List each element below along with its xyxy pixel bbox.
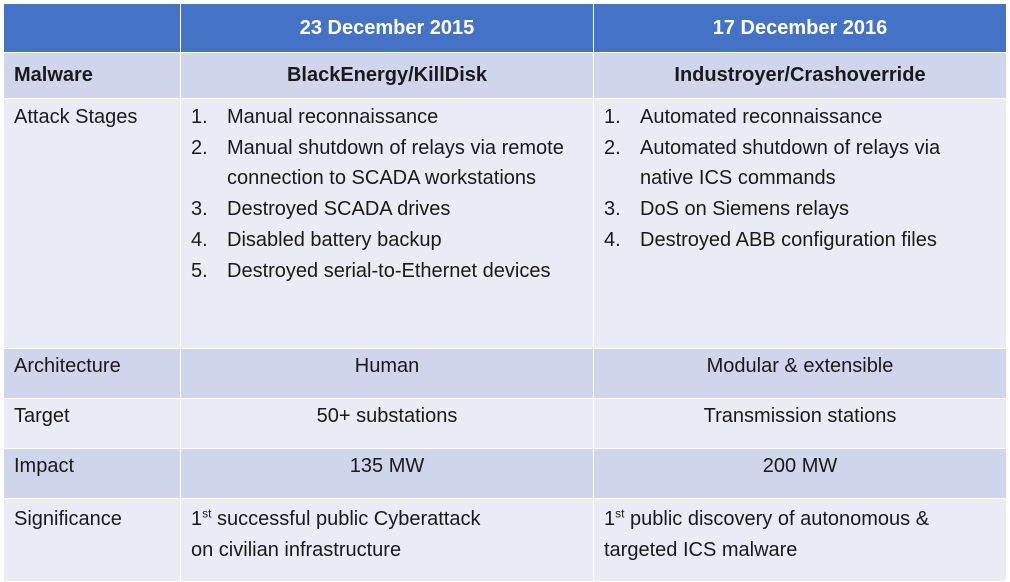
attack-stage-text: Destroyed serial-to-Ethernet devices [227,259,551,282]
attack-stages-2016 [594,99,1007,349]
impact-2015: 135 MW [181,449,594,499]
attack-stage-item [604,133,996,194]
architecture-2016: Modular & extensible [594,349,1007,399]
target-2015: 50+ substations [181,399,594,449]
attack-stage-text: Destroyed ABB configuration files [640,228,937,251]
architecture-2015: Human [181,349,594,399]
attack-stage-item [604,194,996,225]
attack-stage-number: 3. [604,198,621,221]
row-malware [4,53,1007,99]
attack-stage-number: 3. [191,198,208,221]
significance-2016 [594,499,1007,582]
comparison-table [3,3,1007,582]
attack-stage-text: Disabled battery backup [227,228,442,251]
header-cell-2016: 17 December 2016 [594,4,1007,53]
attack-stage-text: Automated shutdown of relays via native ICS commands [640,136,941,190]
attack-stage-item [191,133,583,194]
header-cell-2015: 23 December 2015 [181,4,594,53]
attack-stage-number: 1. [604,106,621,128]
attack-stage-item [191,102,583,133]
attack-stages-list-2016 [604,102,996,256]
attack-stage-number: 1. [191,106,208,128]
malware-2015: BlackEnergy/KillDisk [181,53,594,99]
attack-stage-text: DoS on Siemens relays [640,198,849,221]
attack-stage-item [191,225,583,256]
attack-stage-number: 2. [191,136,208,159]
row-impact [4,449,1007,499]
attack-stage-item [604,102,996,133]
significance-2015-sup: st [202,506,212,521]
row-label-malware: Malware [4,53,181,99]
significance-2015 [181,499,594,582]
attack-stage-text: Automated reconnaissance [640,106,883,128]
significance-2016-ordinal: 1 [604,508,616,530]
row-attack-stages [4,99,1007,349]
row-label-target: Target [4,399,181,449]
attack-stage-number: 2. [604,136,621,159]
impact-2016: 200 MW [594,449,1007,499]
significance-2016-line1: public discovery of autonomous & [624,508,930,530]
attack-stage-text: Manual shutdown of relays via remote connection to SCADA workstations [227,136,564,190]
significance-2016-line2: targeted ICS malware [604,538,798,561]
row-label-impact: Impact [4,449,181,499]
row-label-significance: Significance [4,499,181,582]
significance-2015-line1: successful public Cyberattack [211,508,481,530]
attack-stage-item [191,256,583,287]
attack-stage-text: Destroyed SCADA drives [227,198,451,221]
attack-stage-item [604,225,996,256]
attack-stage-item [191,194,583,225]
significance-2015-ordinal: 1 [191,508,203,530]
row-label-architecture: Architecture [4,349,181,399]
header-row [4,4,1007,53]
significance-2015-line2: on civilian infrastructure [191,538,402,561]
row-significance [4,499,1007,582]
attack-stage-number: 4. [604,228,621,251]
significance-2016-sup: st [615,506,625,521]
attack-stage-number: 5. [191,259,208,282]
row-architecture [4,349,1007,399]
attack-stage-number: 4. [191,228,208,251]
attack-stages-2015 [181,99,594,349]
row-label-attack-stages: Attack Stages [4,99,181,349]
target-2016: Transmission stations [594,399,1007,449]
attack-stages-list-2015 [191,102,583,286]
attack-stage-text: Manual reconnaissance [227,106,439,128]
row-target [4,399,1007,449]
malware-2016: Industroyer/Crashoverride [594,53,1007,99]
header-cell-empty [4,4,181,53]
